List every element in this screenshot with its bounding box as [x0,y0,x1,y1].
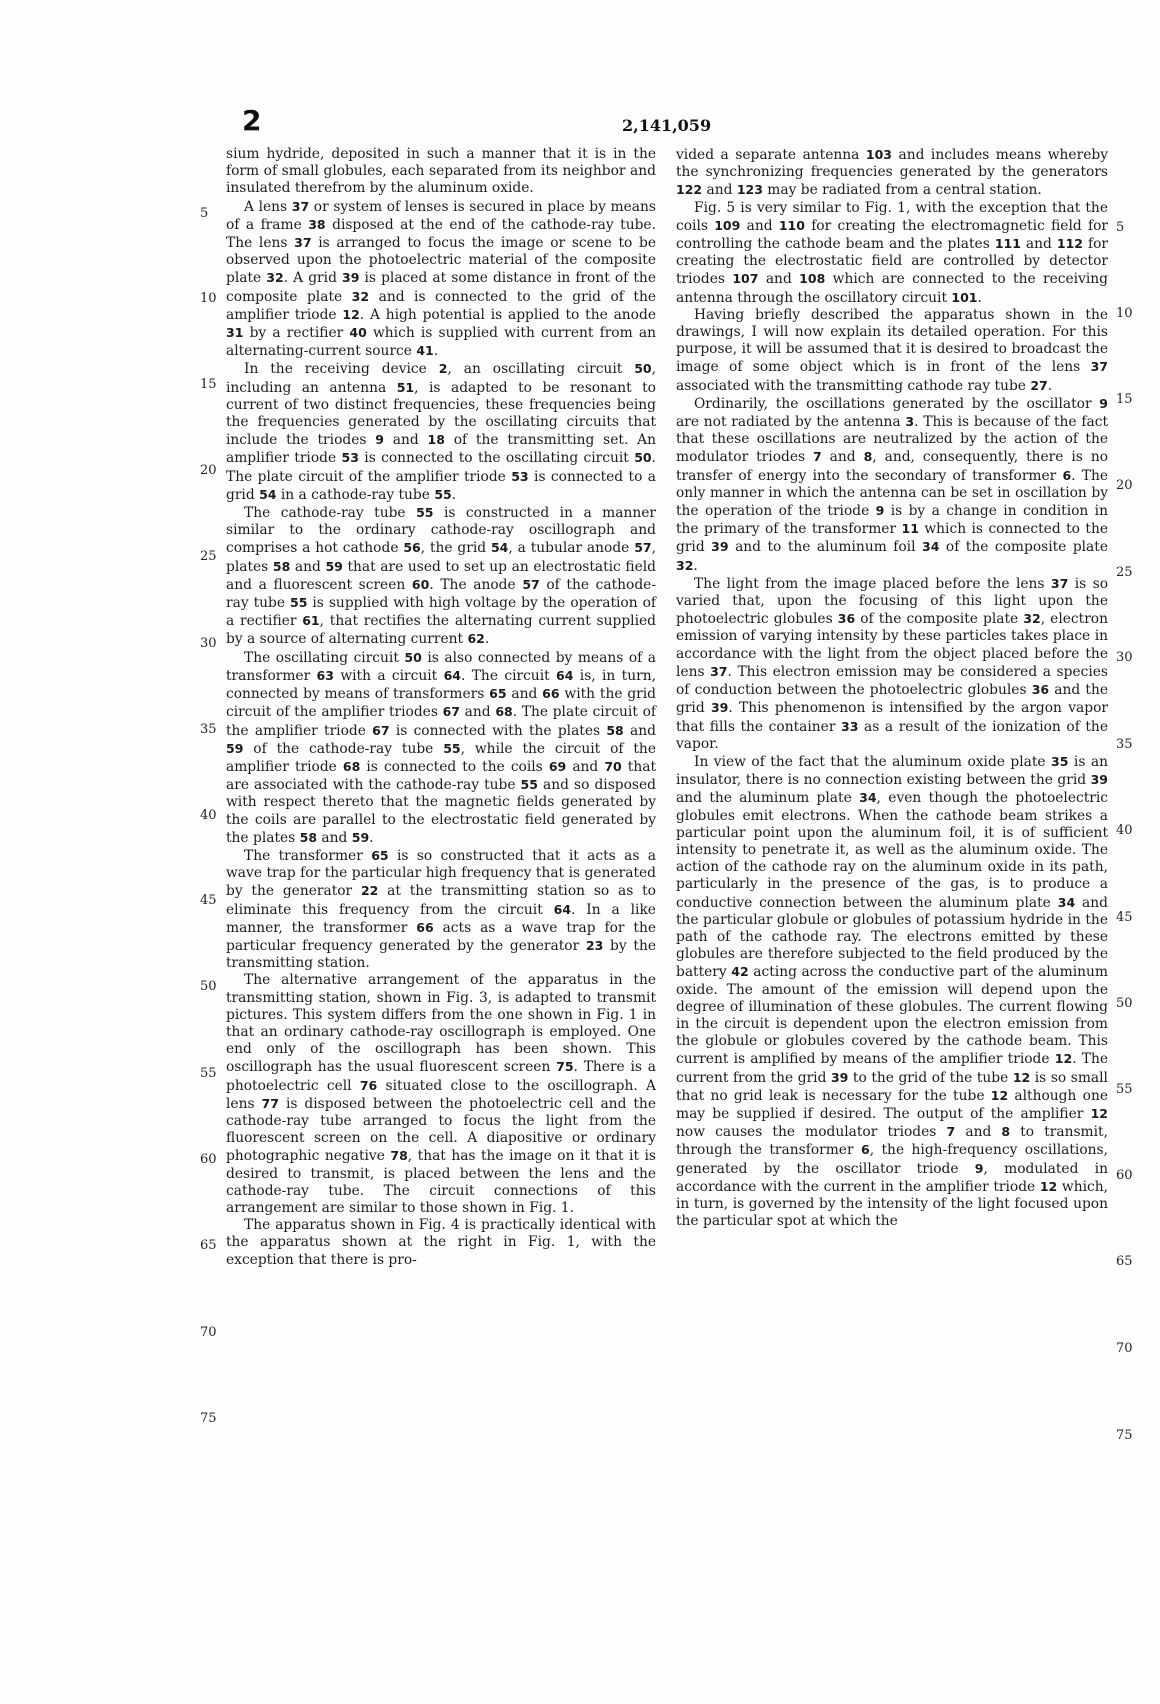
text-run: . [433,343,439,360]
text-run: are not radiated by the antenna [676,414,906,431]
reference-numeral: 66 [542,686,560,702]
text-run: now causes the modulator triodes [676,1124,947,1141]
reference-numeral: 61 [302,613,320,629]
reference-numeral: 7 [946,1124,956,1140]
line-number: 35 [1116,737,1133,752]
text-run: . The only manner in which the antenna can be set in oscillation by the operation of the triode [676,467,1108,520]
text-run: , a tubular anode [508,540,635,557]
text-run: of the cathode-ray tube [243,740,444,757]
text-run: to transmit, through the transformer [676,1124,1108,1159]
text-run: is constructed in a manner similar to the ordinary cathode-ray oscillograph and comprises a hot cathode [226,505,656,557]
text-run: and the aluminum plate [676,790,860,807]
text-run: . [451,486,457,503]
reference-numeral: 40 [349,325,367,341]
reference-numeral: 64 [553,901,572,917]
text-run: and the particular globule or globules of potassium hydride in the path of the cathode ray. The electrons emitted by these globules are therefore subjected to the field produced by the battery [676,894,1108,981]
line-number: 40 [1116,823,1133,838]
text-run: is placed at some distance in front of the composite plate [226,270,656,305]
text-run: . The circuit [460,667,557,684]
reference-numeral: 68 [495,704,513,720]
text-run: is supplied with high voltage by the operation of a rectifier [226,595,656,630]
reference-numeral: 23 [585,937,604,953]
reference-numeral: 64 [556,667,574,683]
reference-numeral: 53 [511,468,529,484]
text-run: which is connected to the grid [676,521,1108,556]
text-run: and [740,217,779,234]
paragraph [226,847,656,972]
reference-numeral: 58 [299,829,318,845]
text-run: , electron emission of varying intensity by these particles takes place in accordance with the light from the object placed before the lens [676,611,1108,680]
reference-numeral: 70 [604,758,622,774]
text-run: is an insulator, there is no connection existing between the grid [676,753,1108,789]
text-run: is so small that no grid leak is necessary for the tube [676,1069,1108,1104]
line-number: 30 [200,636,217,651]
reference-numeral: 39 [1090,772,1108,788]
reference-numeral: 39 [710,700,729,716]
reference-numeral: 39 [342,270,360,286]
paragraph [226,972,656,1217]
reference-numeral: 12 [1090,1105,1108,1121]
reference-numeral: 107 [732,271,759,287]
text-run: . [369,829,374,846]
reference-numeral: 55 [416,505,434,521]
reference-numeral: 37 [1090,359,1108,375]
line-number: 60 [1116,1168,1133,1183]
reference-numeral: 54 [259,486,277,502]
reference-numeral: 12 [1039,1178,1058,1194]
text-run: for creating the electromagnetic field for controlling the cathode beam and the plates [676,217,1109,253]
reference-numeral: 34 [859,790,877,806]
text-run: . This phenomenon is intensified by the argon vapor that fills the container [676,700,1108,735]
text-run: The alternative arrangement of the apparatus in the transmitting station, shown in Fig. 3, is adapted to transmit pictures. This system differs from the one shown in Fig. 1 in that an ordinary cathode-ray oscillograph is employed. One end only of the oscillograph has been shown. This oscillograph has the usual fluorescent screen [226,972,656,1076]
text-run: . This electron emission may be considered a species of conduction between the photoelectric globules [676,663,1108,699]
text-run: is connected to a grid [226,468,656,503]
text-run: is so varied that, upon the focusing of this light upon the photoelectric globules [676,575,1109,628]
line-number: 30 [1116,650,1133,665]
page-number: 2 [242,104,262,137]
text-run: and [566,758,605,775]
text-run: is arranged to focus the image or scene to be observed upon the photoelectric material of the composite plate [226,235,657,287]
text-run: A lens [244,198,292,215]
text-run: . This is because of the fact that these oscillations are neutralized by the action of the modulator triodes [676,414,1108,466]
text-run: , while the circuit of the amplifier triode [226,740,656,775]
line-number: 75 [200,1411,217,1426]
text-run: or system of lenses is secured in place by means of a frame [226,198,656,233]
reference-numeral: 32 [266,270,284,286]
reference-numeral: 55 [290,595,308,611]
text-run: , including an antenna [226,361,656,396]
reference-numeral: 33 [841,718,859,734]
line-number: 45 [1116,910,1133,925]
reference-numeral: 66 [416,919,434,935]
reference-numeral: 38 [308,216,326,232]
line-number: 50 [200,979,217,994]
text-run: to the grid of the tube [848,1069,1013,1086]
line-number: 5 [200,206,209,221]
paragraph [226,360,656,504]
line-number: 70 [200,1325,217,1340]
text-run: . The plate circuit of the amplifier triode [226,704,656,739]
text-run: . A high potential is applied to the anode [359,306,656,323]
text-run: . The current from the grid [676,1051,1108,1086]
paragraph [676,146,1108,200]
text-run: and [758,271,800,288]
reference-numeral: 62 [467,631,485,647]
line-number: 10 [1116,306,1133,321]
text-run: may be radiated from a central station. [762,182,1042,199]
text-run: . [977,289,982,306]
reference-numeral: 12 [990,1087,1009,1103]
reference-numeral: 27 [1030,377,1048,393]
reference-numeral: 3 [905,414,915,430]
left-text-column [226,146,656,1269]
text-run: is also connected by means of a transformer [226,649,656,684]
paragraph [676,575,1108,753]
text-run: The transformer [244,847,372,864]
text-run: associated with the transmitting cathode ray tube [676,377,1031,394]
reference-numeral: 123 [736,182,763,198]
text-run: . The plate circuit of the amplifier triode [226,450,656,485]
reference-numeral: 36 [1031,682,1050,698]
reference-numeral: 9 [375,432,384,448]
text-run: , is adapted to be resonant to current of two distinct frequencies, these frequencies being the frequencies generated by the oscillating circuits that include the triodes [226,379,656,449]
line-number: 55 [1116,1082,1133,1097]
reference-numeral: 50 [634,450,652,466]
reference-numeral: 53 [341,450,359,466]
text-run: Having briefly described the apparatus shown in the drawings, I will now explain its detailed operation. For this purpose, it will be assumed that it is desired to broadcast the image of some object which is in front of the lens [676,306,1108,376]
text-run: of the composite plate [939,539,1108,556]
text-run: and [1020,236,1057,253]
text-run: and [290,558,326,575]
reference-numeral: 7 [813,449,822,465]
text-run: sium hydride, deposited in such a manner that it is in the form of small globules, each separated from its neighbor and insulated therefrom by the aluminum oxide. [226,146,656,197]
line-number: 20 [1116,478,1133,493]
text-run: Ordinarily, the oscillations generated by the oscillator [694,395,1100,412]
reference-numeral: 9 [974,1160,984,1176]
paragraph [226,146,656,198]
reference-numeral: 37 [710,663,728,679]
text-run: , the high-frequency oscillations, generated by the oscillator triode [676,1142,1108,1177]
text-run: of the transmitting set. An amplifier triode [226,432,656,467]
reference-numeral: 50 [404,649,422,665]
text-run: which is supplied with current from an alternating-current source [226,325,656,360]
text-run: The oscillating circuit [244,649,405,666]
reference-numeral: 37 [294,235,312,251]
text-run: at the transmitting station so as to eliminate this frequency from the circuit [226,883,656,918]
reference-numeral: 9 [1099,395,1108,411]
reference-numeral: 65 [489,686,507,702]
text-run: and [623,722,656,739]
reference-numeral: 32 [676,557,694,573]
line-number: 35 [200,722,217,737]
text-run: vided a separate antenna [676,147,866,163]
reference-numeral: 67 [372,722,390,738]
text-run: and [460,704,496,721]
reference-numeral: 8 [863,449,873,465]
paragraph [226,649,656,847]
reference-numeral: 36 [837,611,856,627]
reference-numeral: 9 [875,503,885,519]
line-number: 5 [1116,220,1125,235]
text-run: . [1047,377,1053,394]
reference-numeral: 39 [711,539,729,555]
reference-numeral: 6 [861,1142,870,1158]
text-run: The cathode-ray tube [244,505,417,522]
line-number: 40 [200,808,217,823]
reference-numeral: 8 [1001,1124,1011,1140]
reference-numeral: 63 [316,667,334,683]
reference-numeral: 12 [342,306,360,322]
reference-numeral: 65 [371,847,389,863]
text-run: of the composite plate [855,611,1024,628]
text-run: which, in turn, is governed by the intensity of the light focused upon the particular spot at which the [676,1178,1108,1230]
reference-numeral: 112 [1056,236,1083,252]
text-run: as a result of the ionization of the vapor. [676,718,1108,752]
reference-numeral: 109 [714,217,741,233]
reference-numeral: 108 [799,271,826,287]
reference-numeral: 55 [520,777,538,793]
reference-numeral: 56 [403,540,421,556]
text-run: is connected with the plates [389,722,607,739]
reference-numeral: 54 [490,540,509,556]
text-run: and [506,686,543,703]
paragraph [676,753,1108,1230]
reference-numeral: 60 [411,576,430,592]
text-run: In view of the fact that the aluminum oxide plate [694,753,1052,770]
paragraph [676,395,1108,575]
reference-numeral: 58 [272,558,291,574]
reference-numeral: 50 [634,361,652,377]
text-run: of the cathode-ray tube [226,576,657,612]
text-run: Fig. 5 is very similar to Fig. 1, with the exception that the coils [676,199,1108,234]
reference-numeral: 77 [261,1095,279,1111]
line-number: 15 [1116,392,1133,407]
reference-numeral: 58 [606,722,624,738]
reference-numeral: 78 [390,1148,408,1164]
reference-numeral: 64 [443,667,461,683]
reference-numeral: 103 [865,147,892,162]
line-number: 20 [200,463,217,478]
text-run: and [821,449,864,466]
line-number: 25 [200,549,217,564]
reference-numeral: 34 [922,539,940,555]
reference-numeral: 12 [1054,1051,1073,1067]
text-run: and [383,432,428,449]
reference-numeral: 59 [325,558,343,574]
text-run: although one may be supplied if desired. The output of the amplifier [676,1087,1108,1122]
paragraph [226,198,656,361]
text-run: and [955,1124,1002,1141]
text-run: . There is a photoelectric cell [226,1059,656,1094]
line-number: 70 [1116,1341,1133,1356]
text-run: is by a change in condition in the primary of the transformer [676,503,1108,538]
reference-numeral: 12 [1012,1069,1031,1085]
text-run: The light from the image placed before the lens [694,575,1051,592]
text-run: with a circuit [333,667,444,684]
reference-numeral: 76 [359,1077,378,1093]
reference-numeral: 68 [342,758,361,774]
reference-numeral: 2 [438,361,448,377]
text-run: and [317,829,352,846]
reference-numeral: 34 [1057,894,1076,910]
line-number: 50 [1116,996,1133,1011]
reference-numeral: 57 [522,576,540,592]
reference-numeral: 101 [951,289,978,305]
text-run: , even though the photoelectric globules emit electrons. When the cathode beam strikes a particular point upon the aluminum foil, it is of sufficient intensity to penetrate it, as well as the aluminum oxide. The action of the cathode ray on the aluminum oxide in its path, particularly in the presence of the gas, is to produce a conductive connection between the aluminum plate [676,790,1109,911]
text-run: and to the aluminum foil [728,539,922,556]
paragraph [226,1217,656,1269]
text-run: . The anode [429,576,523,593]
reference-numeral: 31 [226,325,244,341]
reference-numeral: 59 [226,740,244,756]
reference-numeral: 59 [351,829,370,845]
reference-numeral: 57 [634,540,652,556]
reference-numeral: 37 [1050,575,1069,591]
text-run: , that has the image on it that it is desired to transmit, is placed between the lens and the cathode-ray tube. The circuit connections of this arrangement are similar to those shown in Fig. 1. [226,1148,656,1216]
text-run: by a rectifier [243,325,350,342]
text-run: situated close to the oscillograph. A lens [226,1077,656,1112]
text-run: that are associated with the cathode-ray tube [226,758,656,794]
text-run: and the grid [676,682,1109,717]
reference-numeral: 122 [676,182,703,198]
text-run: , plates [226,540,656,575]
text-run: . [693,557,698,574]
text-run: , the grid [420,540,491,557]
text-run: acting across the conductive part of the aluminum oxide. The amount of the emission will depend upon the degree of illumination of these globules. The current flowing in the circuit is dependent upon the electron emission from the globule or globules covered by the cathode beam. This current is amplified by means of the amplifier triode [676,964,1108,1068]
reference-numeral: 110 [778,217,805,233]
reference-numeral: 35 [1051,753,1069,769]
text-run: . A grid [283,270,342,287]
text-run: in a cathode-ray tube [276,486,435,503]
text-run: The apparatus shown in Fig. 4 is practically identical with the apparatus shown at the right in Fig. 1, with the exception that there is pro- [226,1217,656,1268]
text-run: and so disposed with respect thereto that the magnetic fields generated by the coils are parallel to the electrostatic field generated by the plates [226,777,656,846]
text-run: for creating the electrostatic field are controlled by detector triodes [676,236,1109,288]
text-run: acts as a wave trap for the particular frequency generated by the generator [226,919,656,954]
text-run: , and, consequently, there is no transfer of energy into the secondary of transformer [676,449,1109,484]
paragraph [676,200,1108,307]
line-number: 10 [200,291,217,306]
line-number: 75 [1116,1428,1133,1443]
text-run: by the transmitting station. [226,937,657,972]
reference-numeral: 55 [443,740,461,756]
text-run: In the receiving device [244,361,439,378]
text-run: is connected to the coils [360,758,549,775]
reference-numeral: 67 [442,704,460,720]
text-run: that are used to set up an electrostatic field and a fluorescent screen [226,558,657,593]
text-run: . [484,631,490,648]
text-run: is, in turn, connected by means of transformers [226,667,656,703]
line-number: 15 [200,377,217,392]
reference-numeral: 39 [830,1069,849,1085]
text-run: , modulated in accordance with the current in the amplifier triode [676,1160,1108,1195]
reference-numeral: 111 [994,236,1021,252]
text-run: , an oscillating circuit [447,361,635,378]
reference-numeral: 18 [427,432,445,448]
reference-numeral: 6 [1062,467,1072,483]
line-number: 65 [1116,1254,1133,1269]
patent-number: 2,141,059 [622,116,712,135]
text-run: disposed at the end of the cathode-ray tube. The lens [226,216,656,252]
reference-numeral: 32 [351,288,370,304]
reference-numeral: 55 [434,486,452,502]
text-run: . In a like manner, the transformer [226,901,656,936]
text-run: which are connected to the receiving antenna through the oscillatory circuit [676,271,1109,306]
text-run: and [702,182,737,199]
paragraph [226,504,656,649]
line-number: 45 [200,893,217,908]
text-run: and is connected to the grid of the amplifier triode [226,288,656,323]
reference-numeral: 11 [901,521,919,537]
line-number: 65 [200,1238,217,1253]
text-run: with the grid circuit of the amplifier triodes [226,686,656,721]
paragraph [676,307,1108,395]
line-number: 55 [200,1066,217,1081]
reference-numeral: 42 [731,964,749,980]
reference-numeral: 75 [556,1059,574,1075]
text-run: is so constructed that it acts as a wave trap for the particular high frequency that is generated by the generator [226,847,656,900]
text-run: , that rectifies the alternating current supplied by a source of alternating current [226,613,657,648]
reference-numeral: 69 [548,758,567,774]
text-run: is disposed between the photoelectric cell and the cathode-ray tube arranged to focus the light from the fluorescent screen on the cell. A diapositive or ordinary photographic negative [226,1095,656,1165]
reference-numeral: 22 [360,883,379,899]
text-run: is connected to the oscillating circuit [358,450,635,467]
reference-numeral: 37 [291,198,310,214]
text-run: and includes means whereby the synchronizing frequencies generated by the generators [676,147,1108,181]
reference-numeral: 51 [396,379,415,395]
line-number: 25 [1116,565,1133,580]
right-text-column [676,146,1108,1230]
line-number: 60 [200,1152,217,1167]
reference-numeral: 41 [416,343,434,359]
reference-numeral: 32 [1023,611,1041,627]
